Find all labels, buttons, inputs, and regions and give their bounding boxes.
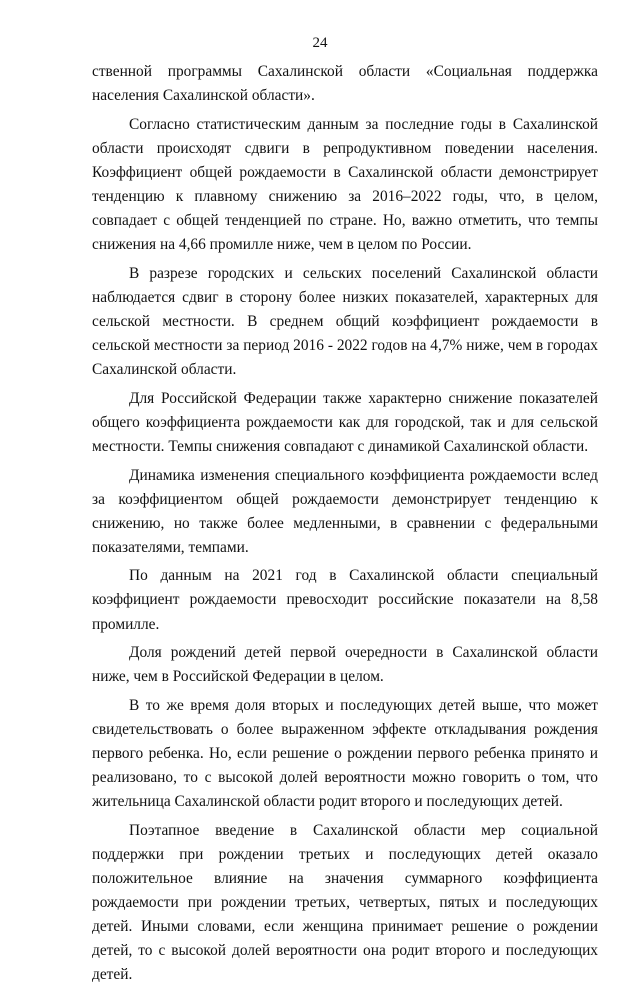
document-body: [92, 60, 598, 992]
paragraph-continuation: ственной программы Сахалинской области «Социальная поддержка населения Сахалинской области».: [92, 63, 598, 105]
paragraph-support-measures: Поэтапное введение в Сахалинской области мер социальной поддержки при рождении третьих и последующих детей оказало положительное влияние на значения суммарного коэффициента рождаемости при рождении третьих, четвертых, пятых и последующих детей. Иными словами, если женщина принимает решение о рождении детей, то с высокой долей вероятности она родит второго и последующих детей.: [92, 821, 598, 984]
paragraph-birth-rate-trend: Согласно статистическим данным за последние годы в Сахалинской области происходят сдвиги в репродуктивном поведении населения. Коэффициент общей рождаемости в Сахалинской области демонстрирует тенденцию к плавному снижению за 2016–2022 годы, что, в целом, совпадает с общей тенденцией по стране. Но, важно отметить, что темпы снижения на 4,66 промилле ниже, чем в целом по России.: [92, 115, 598, 254]
paragraph-russian-federation: Для Российской Федерации также характерно снижение показателей общего коэффициента рождаемости как для городской, так и для сельской местности. Темпы снижения совпадают с динамикой Сахалинской области.: [92, 389, 598, 455]
paragraph-2021-data: По данным на 2021 год в Сахалинской области специальный коэффициент рождаемости превосходит российские показатели на 8,58 промилле.: [92, 567, 598, 633]
paragraph-urban-rural: В разрезе городских и сельских поселений Сахалинской области наблюдается сдвиг в сторону более низких показателей, характерных для сельской местности. В среднем общий коэффициент рождаемости в сельской местности за период 2016 - 2022 годов на 4,7% ниже, чем в городах Сахалинской области.: [92, 264, 598, 379]
paragraph-special-coefficient: Динамика изменения специального коэффициента рождаемости вслед за коэффициентом общей рождаемости демонстрирует тенденцию к снижению, но также более медленными, в сравнении с федеральными показателями, темпами.: [92, 466, 598, 556]
page-number: 24: [312, 35, 328, 51]
paragraph-first-births: Доля рождений детей первой очередности в Сахалинской области ниже, чем в Российской Федерации в целом.: [92, 644, 598, 686]
paragraph-second-births: В то же время доля вторых и последующих детей выше, что может свидетельствовать о более выраженном эффекте откладывания рождения первого ребенка. Но, если решение о рождении первого ребенка принято и реализовано, то с высокой долей вероятности можно говорить о том, что жительница Сахалинской области родит второго и последующих детей.: [92, 696, 598, 811]
